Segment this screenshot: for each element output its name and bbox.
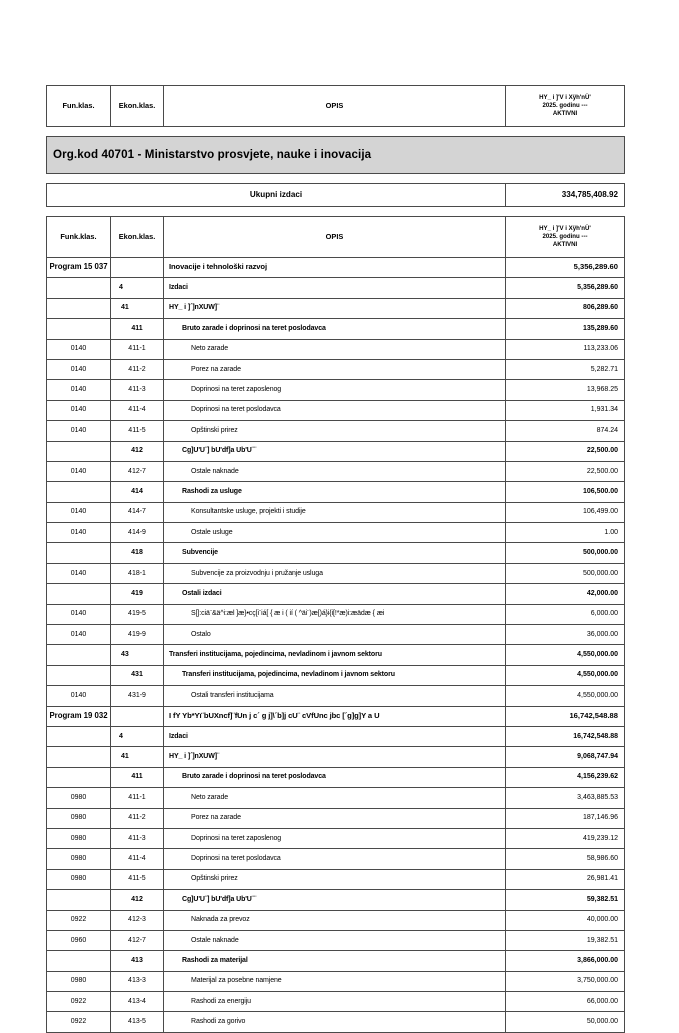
budget-table-body (47, 217, 625, 1033)
cell-amount: 5,356,289.60 (506, 278, 625, 298)
col-header-iznos-line2: 2025. godinu --- (542, 232, 588, 240)
org-banner-table (46, 136, 625, 174)
cell-ekon-klas: 418-1 (111, 563, 164, 583)
cell-funk-klas (47, 951, 111, 971)
cell-amount: 135,289.60 (506, 319, 625, 339)
cell-opis: Rashodi za materijal (164, 951, 506, 971)
table-row (47, 400, 625, 420)
cell-ekon-klas: 411-3 (111, 828, 164, 848)
cell-ekon-klas: 411-5 (111, 421, 164, 441)
table-row (47, 910, 625, 930)
cell-opis: Opštinski prirez (164, 421, 506, 441)
cell-funk-klas: 0980 (47, 788, 111, 808)
cell-amount: 22,500.00 (506, 441, 625, 461)
cell-opis: Inovacije i tehnološki razvoj (164, 258, 506, 278)
header-fun-klas: Fun.klas. (47, 86, 111, 127)
cell-amount: 6,000.00 (506, 604, 625, 624)
table-row (47, 625, 625, 645)
cell-funk-klas (47, 543, 111, 563)
cell-opis: Porez na zarade (164, 808, 506, 828)
cell-funk-klas: 0140 (47, 461, 111, 481)
cell-opis: I fY Yb*Yï¨bUXncf]¨fUn j c´ g j]\´b]j cU¨ cVfUnc jbc [´g]g]Y a U (164, 706, 506, 726)
cell-ekon-klas: 411-3 (111, 380, 164, 400)
table-row (47, 645, 625, 665)
cell-amount: 50,000.00 (506, 1012, 625, 1032)
cell-amount: 113,233.06 (506, 339, 625, 359)
cell-funk-klas: 0140 (47, 421, 111, 441)
header-iznos-line3: AKTIVNI (552, 110, 578, 118)
cell-amount: 40,000.00 (506, 910, 625, 930)
table-row (47, 421, 625, 441)
cell-funk-klas (47, 747, 111, 767)
cell-amount: 874.24 (506, 421, 625, 441)
cell-ekon-klas: 419-5 (111, 604, 164, 624)
header-iznos (506, 86, 625, 127)
cell-funk-klas: 0140 (47, 339, 111, 359)
cell-amount: 806,289.60 (506, 298, 625, 318)
cell-ekon-klas: 411 (111, 767, 164, 787)
cell-opis: Doprinosi na teret zaposlenog (164, 828, 506, 848)
cell-ekon-klas: 412 (111, 441, 164, 461)
cell-funk-klas: 0922 (47, 910, 111, 930)
table-row (47, 788, 625, 808)
cell-opis: Izdaci (164, 726, 506, 746)
cell-amount: 13,968.25 (506, 380, 625, 400)
total-row (47, 184, 625, 207)
cell-amount: 58,986.60 (506, 849, 625, 869)
col-header-opis: OPIS (164, 217, 506, 258)
cell-funk-klas: 0140 (47, 604, 111, 624)
cell-opis: Opštinski prirez (164, 869, 506, 889)
cell-amount: 5,282.71 (506, 359, 625, 379)
cell-amount: 66,000.00 (506, 992, 625, 1012)
cell-amount: 500,000.00 (506, 543, 625, 563)
table-row (47, 298, 625, 318)
cell-ekon-klas: 412-7 (111, 930, 164, 950)
cell-amount: 9,068,747.94 (506, 747, 625, 767)
cell-ekon-klas: 412-3 (111, 910, 164, 930)
cell-funk-klas (47, 298, 111, 318)
cell-program-code: Program 19 032 (47, 706, 111, 726)
table-row (47, 992, 625, 1012)
cell-opis: HY_ i ]´]nXUW]¨ (164, 298, 506, 318)
table-row (47, 951, 625, 971)
cell-amount: 59,382.51 (506, 890, 625, 910)
cell-funk-klas: 0140 (47, 686, 111, 706)
cell-opis: Neto zarade (164, 339, 506, 359)
cell-ekon-klas: 412-7 (111, 461, 164, 481)
cell-funk-klas: 0980 (47, 849, 111, 869)
table-row (47, 523, 625, 543)
cell-opis: Ostale naknade (164, 930, 506, 950)
cell-amount: 106,500.00 (506, 482, 625, 502)
org-banner-row (47, 137, 625, 174)
cell-ekon-klas: 41 (111, 747, 164, 767)
cell-ekon-klas: 418 (111, 543, 164, 563)
table-row (47, 706, 625, 726)
cell-ekon-klas: 4 (111, 726, 164, 746)
cell-ekon-klas: 413-5 (111, 1012, 164, 1032)
cell-opis: Ostali transferi institucijama (164, 686, 506, 706)
cell-amount: 4,550,000.00 (506, 686, 625, 706)
cell-funk-klas: 0980 (47, 869, 111, 889)
cell-funk-klas: 0922 (47, 992, 111, 1012)
header-iznos-line2: 2025. godinu --- (542, 101, 588, 109)
cell-amount: 22,500.00 (506, 461, 625, 481)
cell-opis: Transferi institucijama, pojedincima, nevladinom i javnom sektoru (164, 645, 506, 665)
table-row (47, 604, 625, 624)
cell-ekon-klas: 412 (111, 890, 164, 910)
cell-opis: S[]:ciä¨&ä^i:æl ]æ}•cç[i¨iá[ { æ i ( ií ( ^äi¨)æ[)á}i{i[!*æ)i:æädæ { æi (164, 604, 506, 624)
cell-funk-klas: 0140 (47, 380, 111, 400)
table-row (47, 584, 625, 604)
table-row (47, 441, 625, 461)
cell-opis: Subvencije za proizvodnju i pružanje usluga (164, 563, 506, 583)
table-row (47, 563, 625, 583)
total-table (46, 183, 625, 207)
cell-funk-klas (47, 482, 111, 502)
cell-funk-klas (47, 665, 111, 685)
cell-funk-klas: 0922 (47, 1012, 111, 1032)
cell-opis: Konsultantske usluge, projekti i studije (164, 502, 506, 522)
table-row (47, 726, 625, 746)
col-header-ekon-klas: Ekon.klas. (111, 217, 164, 258)
cell-program-code: Program 15 037 (47, 258, 111, 278)
cell-funk-klas: 0140 (47, 625, 111, 645)
cell-amount: 36,000.00 (506, 625, 625, 645)
cell-opis: Transferi institucijama, pojedincima, nevladinom i javnom sektoru (164, 665, 506, 685)
cell-ekon-klas: 411-4 (111, 400, 164, 420)
cell-opis: Doprinosi na teret poslodavca (164, 400, 506, 420)
table-row (47, 258, 625, 278)
cell-ekon-klas: 41 (111, 298, 164, 318)
cell-ekon-klas: 413 (111, 951, 164, 971)
total-label: Ukupni izdaci (47, 184, 506, 207)
cell-funk-klas: 0140 (47, 563, 111, 583)
table-row (47, 1012, 625, 1032)
cell-amount: 16,742,548.88 (506, 726, 625, 746)
cell-opis: Neto zarade (164, 788, 506, 808)
cell-ekon-klas: 413-3 (111, 971, 164, 991)
table-row (47, 890, 625, 910)
cell-amount: 3,750,000.00 (506, 971, 625, 991)
cell-amount: 500,000.00 (506, 563, 625, 583)
cell-amount: 42,000.00 (506, 584, 625, 604)
cell-funk-klas: 0980 (47, 828, 111, 848)
cell-funk-klas: 0140 (47, 400, 111, 420)
cell-ekon-klas: 411-1 (111, 339, 164, 359)
cell-ekon-klas: 411-5 (111, 869, 164, 889)
cell-amount: 16,742,548.88 (506, 706, 625, 726)
cell-opis: Rashodi za energiju (164, 992, 506, 1012)
cell-opis: Doprinosi na teret poslodavca (164, 849, 506, 869)
cell-ekon-klas: 419-9 (111, 625, 164, 645)
cell-opis: Naknada za prevoz (164, 910, 506, 930)
top-header-row (47, 86, 625, 127)
cell-ekon-klas: 411-2 (111, 808, 164, 828)
cell-opis: Porez na zarade (164, 359, 506, 379)
cell-amount: 1.00 (506, 523, 625, 543)
cell-amount: 4,550,000.00 (506, 645, 625, 665)
cell-amount: 5,356,289.60 (506, 258, 625, 278)
cell-funk-klas: 0960 (47, 930, 111, 950)
table-row (47, 665, 625, 685)
cell-ekon-klas: 411-1 (111, 788, 164, 808)
cell-ekon-klas: 414-7 (111, 502, 164, 522)
cell-ekon-klas: 411-2 (111, 359, 164, 379)
table-row (47, 828, 625, 848)
table-row (47, 971, 625, 991)
col-header-iznos-line1: HY_ i ]'V i Xÿh'nÙ' (539, 224, 591, 232)
table-row (47, 359, 625, 379)
cell-ekon-klas: 431 (111, 665, 164, 685)
cell-ekon-klas: 414-9 (111, 523, 164, 543)
cell-opis: Rashodi za gorivo (164, 1012, 506, 1032)
cell-amount: 1,931.34 (506, 400, 625, 420)
cell-opis: Izdaci (164, 278, 506, 298)
cell-funk-klas (47, 890, 111, 910)
cell-opis: HY_ i ]´]nXUW]¨ (164, 747, 506, 767)
cell-ekon-klas: 43 (111, 645, 164, 665)
cell-opis: Ostale naknade (164, 461, 506, 481)
header-ekon-klas: Ekon.klas. (111, 86, 164, 127)
header-iznos-line1: HY_ i ]'V i Xÿh'nÙ' (539, 93, 591, 101)
cell-funk-klas: 0980 (47, 971, 111, 991)
cell-funk-klas: 0980 (47, 808, 111, 828)
cell-ekon-klas: 411 (111, 319, 164, 339)
cell-funk-klas: 0140 (47, 523, 111, 543)
cell-amount: 4,156,239.62 (506, 767, 625, 787)
cell-ekon-klas: 4 (111, 278, 164, 298)
table-row (47, 380, 625, 400)
cell-amount: 106,499.00 (506, 502, 625, 522)
table-row (47, 543, 625, 563)
cell-funk-klas (47, 584, 111, 604)
cell-funk-klas (47, 278, 111, 298)
cell-funk-klas (47, 767, 111, 787)
table-row (47, 461, 625, 481)
cell-opis: Ostale usluge (164, 523, 506, 543)
cell-opis: Subvencije (164, 543, 506, 563)
cell-opis: Doprinosi na teret zaposlenog (164, 380, 506, 400)
table-row (47, 502, 625, 522)
cell-ekon-klas (111, 706, 164, 726)
table-row (47, 869, 625, 889)
col-header-iznos-line3: AKTIVNI (552, 241, 578, 249)
cell-amount: 187,146.96 (506, 808, 625, 828)
cell-ekon-klas: 411-4 (111, 849, 164, 869)
cell-opis: Bruto zarade i doprinosi na teret poslodavca (164, 767, 506, 787)
table-row (47, 747, 625, 767)
cell-ekon-klas (111, 258, 164, 278)
table-row (47, 339, 625, 359)
cell-funk-klas: 0140 (47, 502, 111, 522)
budget-table (46, 216, 625, 1033)
cell-ekon-klas: 431-9 (111, 686, 164, 706)
cell-funk-klas (47, 441, 111, 461)
cell-amount: 19,382.51 (506, 930, 625, 950)
col-header-funk-klas: Funk.klas. (47, 217, 111, 258)
cell-amount: 3,463,885.53 (506, 788, 625, 808)
table-row (47, 319, 625, 339)
table-row (47, 686, 625, 706)
org-banner-text: Org.kod 40701 - Ministarstvo prosvjete, nauke i inovacija (47, 137, 625, 174)
cell-funk-klas (47, 726, 111, 746)
cell-funk-klas (47, 645, 111, 665)
total-value: 334,785,408.92 (506, 184, 625, 207)
cell-ekon-klas: 419 (111, 584, 164, 604)
cell-opis: Ostali izdaci (164, 584, 506, 604)
table-row (47, 278, 625, 298)
cell-funk-klas: 0140 (47, 359, 111, 379)
cell-opis: Materijal za posebne namjene (164, 971, 506, 991)
cell-opis: Cg]U'U¨] bU'df]a Ub'U¨¨ (164, 890, 506, 910)
cell-opis: Ostalo (164, 625, 506, 645)
cell-ekon-klas: 414 (111, 482, 164, 502)
cell-amount: 3,866,000.00 (506, 951, 625, 971)
cell-ekon-klas: 413-4 (111, 992, 164, 1012)
cell-opis: Rashodi za usluge (164, 482, 506, 502)
budget-header-row (47, 217, 625, 258)
cell-funk-klas (47, 319, 111, 339)
table-row (47, 849, 625, 869)
cell-amount: 26,981.41 (506, 869, 625, 889)
table-row (47, 767, 625, 787)
table-row (47, 482, 625, 502)
cell-opis: Cg]U'U¨] bU'df]a Ub'U¨¨ (164, 441, 506, 461)
table-row (47, 808, 625, 828)
header-opis: OPIS (164, 86, 506, 127)
top-header-table (46, 85, 625, 127)
col-header-iznos (506, 217, 625, 258)
cell-amount: 419,239.12 (506, 828, 625, 848)
cell-opis: Bruto zarade i doprinosi na teret poslodavca (164, 319, 506, 339)
table-row (47, 930, 625, 950)
cell-amount: 4,550,000.00 (506, 665, 625, 685)
